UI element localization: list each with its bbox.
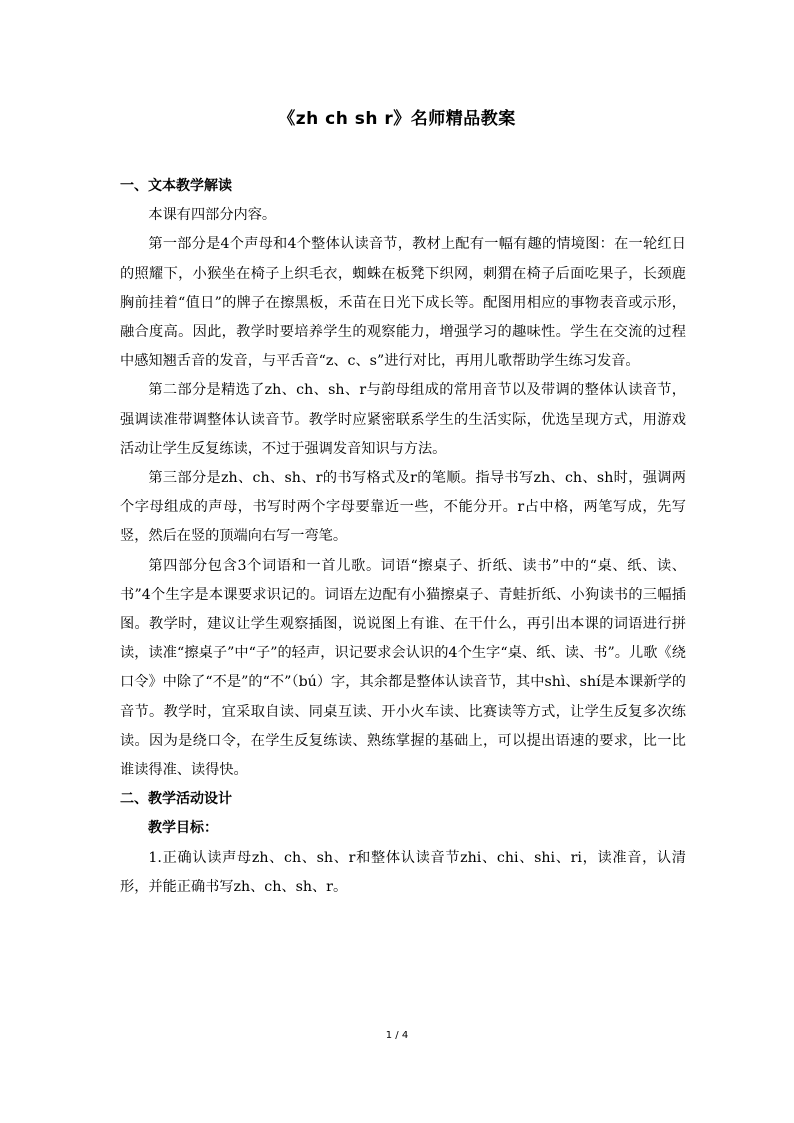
paragraph-part-three: 第三部分是zh、ch、sh、r的书写格式及r的笔顺。指导书写zh、ch、sh时，强调两个字母组成的声母，书写时两个字母要靠近一些，不能分开。r占中格，两笔写成，先写竖，然后在竖的顶端向右写一弯笔。 [120, 470, 686, 545]
paragraph-part-four: 第四部分包含3个词语和一首儿歌。词语“擦桌子、折纸、读书”中的“桌、纸、读、书”4个生字是本课要求识记的。词语左边配有小猫擦桌子、青蛙折纸、小狗读书的三幅插图。教学时，建议让学生观察插图，说说图上有谁、在干什么，再引出本课的词语进行拼读，读准“擦桌子”中“子”的轻声，识记要求会认识的4个生字“桌、纸、读、书”。儿歌《绕口令》中除了“不是”的“不”（bú）字，其余都是整体认读音节，其中shì、shí是本课新学的音节。教学时，宜采取自读、同桌互读、开小火车读、比赛读等方式，让学生反复多次练读。因为是绕口令，在学生反复练读、熟练掌握的基础上，可以提出语速的要求，比一比谁读得准、读得快。 [120, 557, 686, 779]
paragraph-intro: 本课有四部分内容。 [148, 207, 277, 224]
paragraph-part-two: 第二部分是精选了zh、ch、sh、r与韵母组成的常用音节以及带调的整体认读音节，强调读准带调整体认读音节。教学时应紧密联系学生的生活实际，优选呈现方式，用游戏活动让学生反复练读，不过于强调发音知识与方法。 [120, 382, 686, 457]
document-title: 《zh ch sh r》名师精品教案 [278, 109, 516, 129]
section-heading-activity-design: 二、教学活动设计 [120, 791, 232, 808]
paragraph-part-one: 第一部分是4个声母和4个整体认读音节，教材上配有一幅有趣的情境图：在一轮红日的照耀下，小猴坐在椅子上织毛衣，蜘蛛在板凳下织网，刺猬在椅子后面吃果子，长颈鹿胸前挂着“值日”的牌子在擦黑板，禾苗在日光下成长等。配图用相应的事物表音或示形，融合度高。因此，教学时要培养学生的观察能力，增强学习的趣味性。学生在交流的过程中感知翘舌音的发音，与平舌音“z、c、s”进行对比，再用儿歌帮助学生练习发音。 [120, 236, 686, 370]
page-number: 1 / 4 [385, 1030, 409, 1041]
section-heading-text-interpretation: 一、文本教学解读 [120, 178, 232, 194]
teaching-goals-heading: 教学目标： [148, 820, 218, 837]
document-body [120, 172, 686, 902]
teaching-goal-item: 1.正确认读声母zh、ch、sh、r和整体认读音节zhi、chi、shi、ri，读准音，认清形，并能正确书写zh、ch、sh、r。 [120, 849, 686, 895]
